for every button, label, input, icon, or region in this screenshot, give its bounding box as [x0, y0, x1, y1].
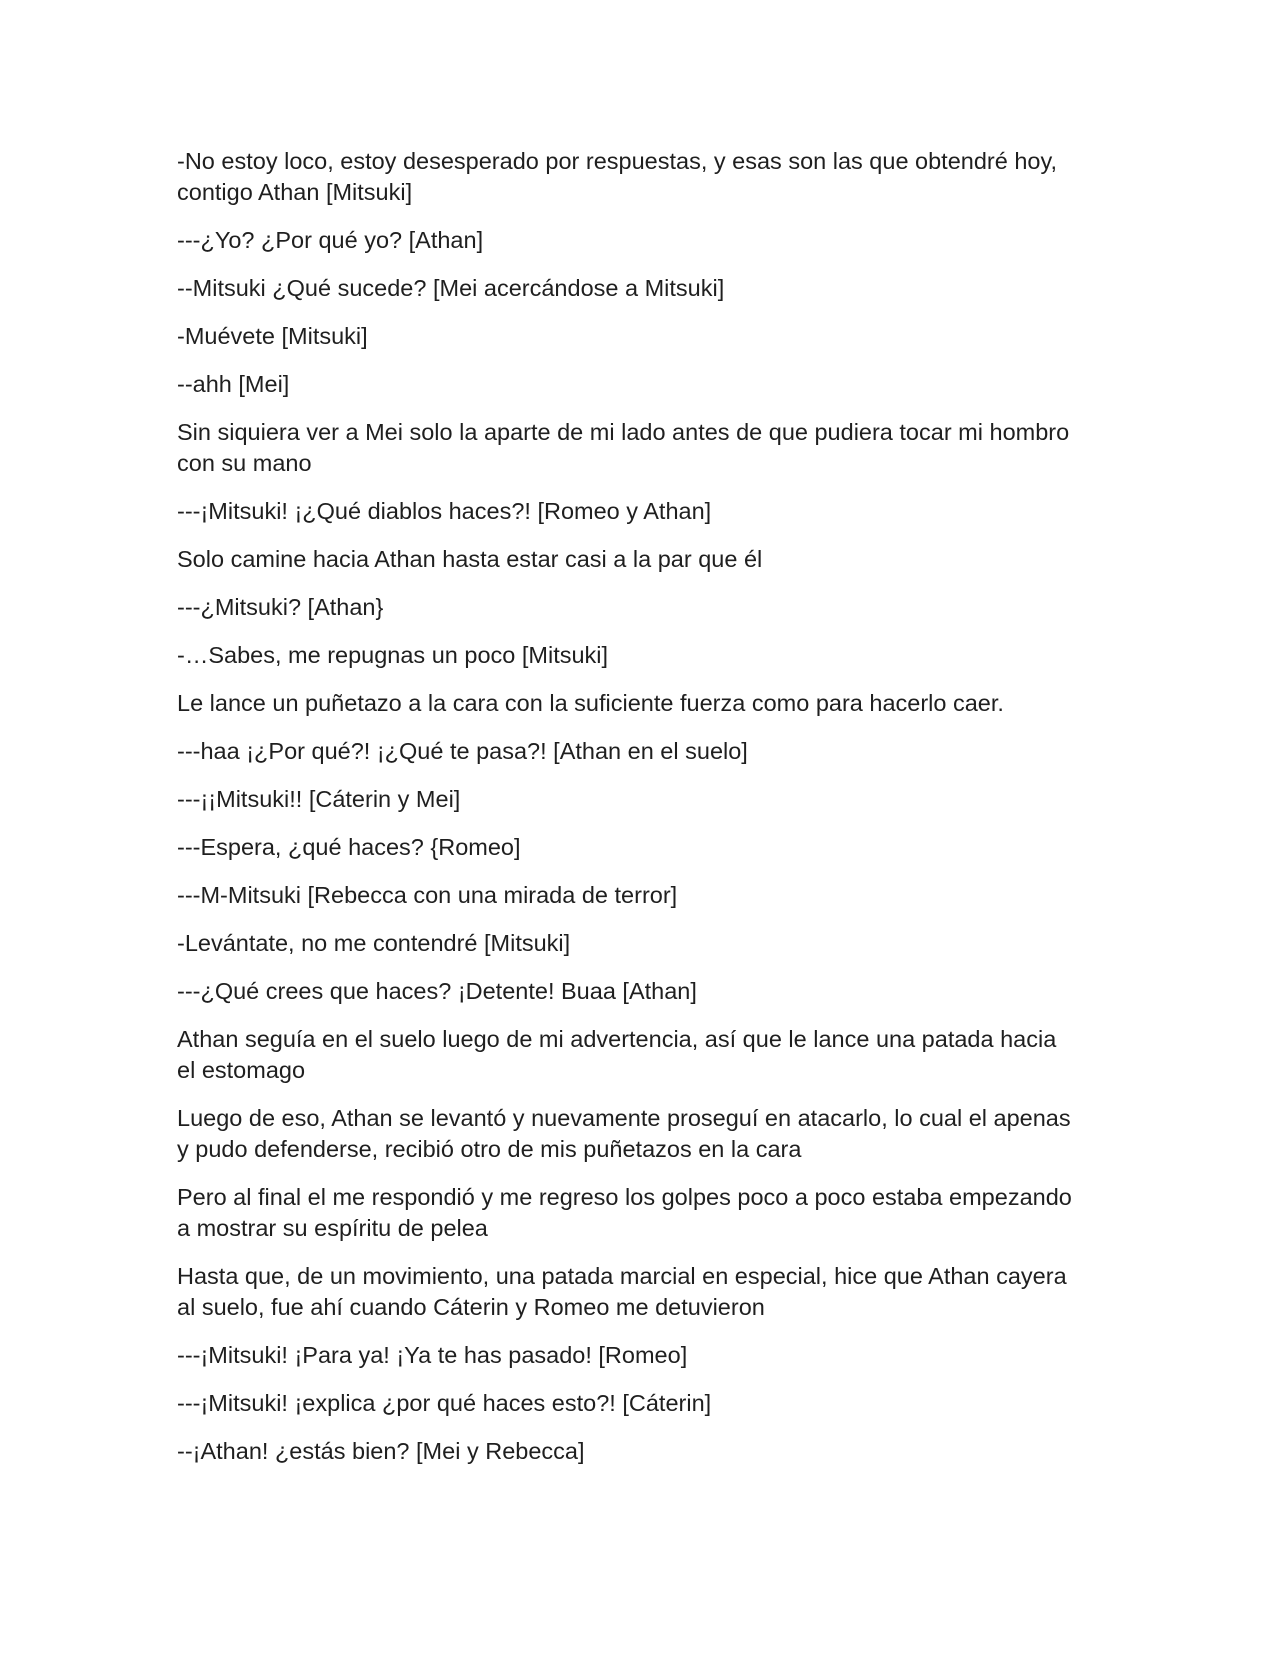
- paragraph: -No estoy loco, estoy desesperado por respuestas, y esas son las que obtendré hoy, contigo Athan [Mitsuki]: [177, 148, 1058, 205]
- paragraph: Athan seguía en el suelo luego de mi advertencia, así que le lance una patada hacia el estomago: [177, 1026, 1057, 1083]
- paragraph: Hasta que, de un movimiento, una patada marcial en especial, hice que Athan cayera al suelo, fue ahí cuando Cáterin y Romeo me detuvieron: [177, 1263, 1067, 1320]
- paragraph: Solo camine hacia Athan hasta estar casi a la par que él: [177, 546, 763, 572]
- paragraph: --ahh [Mei]: [177, 371, 290, 397]
- paragraph: Le lance un puñetazo a la cara con la suficiente fuerza como para hacerlo caer.: [177, 690, 1004, 716]
- paragraph: ---M-Mitsuki [Rebecca con una mirada de terror]: [177, 882, 678, 908]
- paragraph: --¡Athan! ¿estás bien? [Mei y Rebecca]: [177, 1438, 585, 1464]
- paragraph: -Levántate, no me contendré [Mitsuki]: [177, 930, 571, 956]
- paragraph: ---¿Mitsuki? [Athan}: [177, 594, 384, 620]
- paragraph: ---¿Yo? ¿Por qué yo? [Athan]: [177, 227, 484, 253]
- paragraph: Pero al final el me respondió y me regreso los golpes poco a poco estaba empezando a mostrar su espíritu de pelea: [177, 1184, 1072, 1241]
- paragraph: ---¡Mitsuki! ¡¿Qué diablos haces?! [Romeo y Athan]: [177, 498, 712, 524]
- paragraph: Luego de eso, Athan se levantó y nuevamente proseguí en atacarlo, lo cual el apenas y pudo defenderse, recibió otro de mis puñetazos en la cara: [177, 1105, 1071, 1162]
- paragraph: ---¿Qué crees que haces? ¡Detente! Buaa [Athan]: [177, 978, 697, 1004]
- paragraph: ---Espera, ¿qué haces? {Romeo]: [177, 834, 521, 860]
- paragraph: ---¡Mitsuki! ¡Para ya! ¡Ya te has pasado! [Romeo]: [177, 1342, 688, 1368]
- paragraph: --Mitsuki ¿Qué sucede? [Mei acercándose a Mitsuki]: [177, 275, 725, 301]
- paragraph: ---¡Mitsuki! ¡explica ¿por qué haces esto?! [Cáterin]: [177, 1390, 712, 1416]
- paragraph: -Muévete [Mitsuki]: [177, 323, 368, 349]
- paragraph: ---haa ¡¿Por qué?! ¡¿Qué te pasa?! [Athan en el suelo]: [177, 738, 748, 764]
- paragraph: Sin siquiera ver a Mei solo la aparte de mi lado antes de que pudiera tocar mi hombro con su mano: [177, 419, 1070, 476]
- paragraph: ---¡¡Mitsuki!! [Cáterin y Mei]: [177, 786, 461, 812]
- document-page: [177, 146, 1077, 1484]
- paragraph: -…Sabes, me repugnas un poco [Mitsuki]: [177, 642, 609, 668]
